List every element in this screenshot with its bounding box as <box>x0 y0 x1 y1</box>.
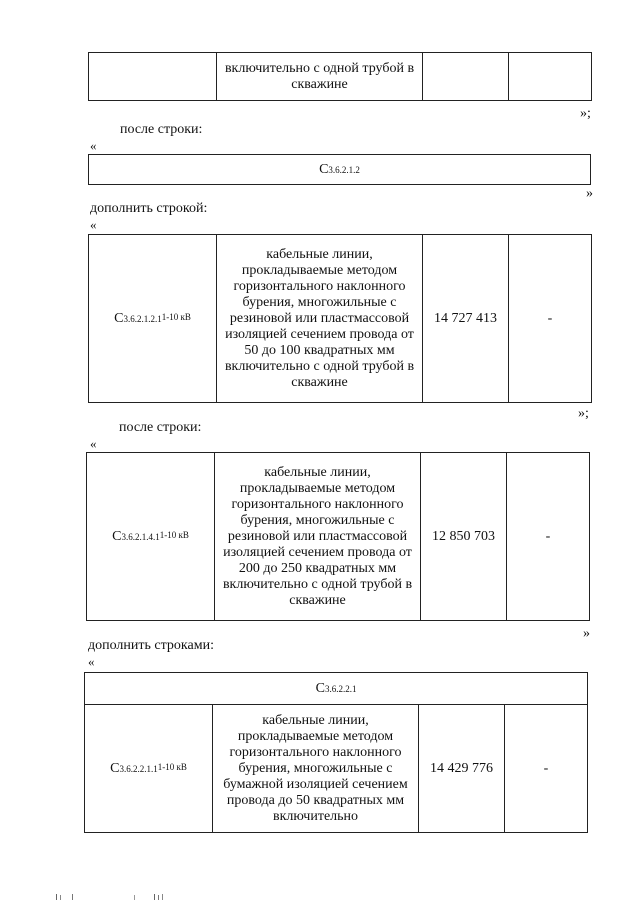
description-cell: кабельные линии, прокладываемые методом горизонтального наклонного бурения, многожильные с резиновой или пластмассовой изоляцией сечением провода от 200 до 250 квадратных мм включительно с одной трубой в скважине <box>215 453 421 621</box>
opening-quote: « <box>90 217 97 232</box>
section-code-cell <box>89 155 591 185</box>
value-cell: 12 850 703 <box>421 453 507 621</box>
table-section-row-1 <box>88 154 591 185</box>
after-row-label: после строки: <box>119 420 202 435</box>
code-subscript: 3.6.2.1.2 <box>328 164 360 175</box>
opening-quote: « <box>90 436 97 451</box>
description-cell: кабельные линии, прокладываемые методом горизонтального наклонного бурения, многожильные с резиновой или пластмассовой изоляцией сечением провода от 50 до 100 квадратных мм включительно с одной трубой в скважине <box>217 235 423 403</box>
closing-quote: »; <box>580 106 591 121</box>
add-row-label: дополнить строкой: <box>90 201 208 216</box>
table-row-a <box>88 234 592 403</box>
description-cell: кабельные линии, прокладываемые методом горизонтального наклонного бурения, многожильные с бумажной изоляцией сечением провода до 50 квадратных мм включительно <box>213 705 419 833</box>
code-letter: С <box>112 528 122 544</box>
add-rows-label: дополнить строками: <box>88 638 214 653</box>
closing-quote: »; <box>578 406 589 421</box>
scan-artifact <box>54 893 194 901</box>
code-cell <box>89 235 217 403</box>
closing-quote: » <box>583 626 590 641</box>
table-top-fragment <box>88 52 592 101</box>
description-cell: включительно с одной трубой в скважине <box>217 53 423 101</box>
code-cell <box>89 53 217 101</box>
opening-quote: « <box>88 654 95 669</box>
section-code-cell <box>85 673 588 705</box>
extra-cell: - <box>505 705 588 833</box>
code-superscript: 1-10 кВ <box>161 311 191 322</box>
after-row-label: после строки: <box>120 122 203 137</box>
table-row-b <box>86 452 590 621</box>
table-row-c <box>84 672 588 833</box>
code-subscript: 3.6.2.1.4.1 <box>121 531 160 542</box>
value-cell <box>423 53 509 101</box>
code-letter: С <box>319 161 329 177</box>
opening-quote: « <box>90 138 97 153</box>
code-subscript: 3.6.2.2.1.1 <box>119 763 158 774</box>
closing-quote: » <box>586 186 593 201</box>
scan-marks-icon <box>54 893 194 901</box>
code-superscript: 1-10 кВ <box>159 529 189 540</box>
code-letter: С <box>110 760 120 776</box>
extra-cell: - <box>509 235 592 403</box>
code-subscript: 3.6.2.1.2.1 <box>123 313 162 324</box>
code-superscript: 1-10 кВ <box>157 761 187 772</box>
code-letter: С <box>315 680 325 696</box>
code-subscript: 3.6.2.2.1 <box>324 683 357 694</box>
extra-cell <box>509 53 592 101</box>
code-cell <box>87 453 215 621</box>
extra-cell: - <box>507 453 590 621</box>
code-cell <box>85 705 213 833</box>
value-cell: 14 429 776 <box>419 705 505 833</box>
code-letter: С <box>114 310 124 326</box>
value-cell: 14 727 413 <box>423 235 509 403</box>
